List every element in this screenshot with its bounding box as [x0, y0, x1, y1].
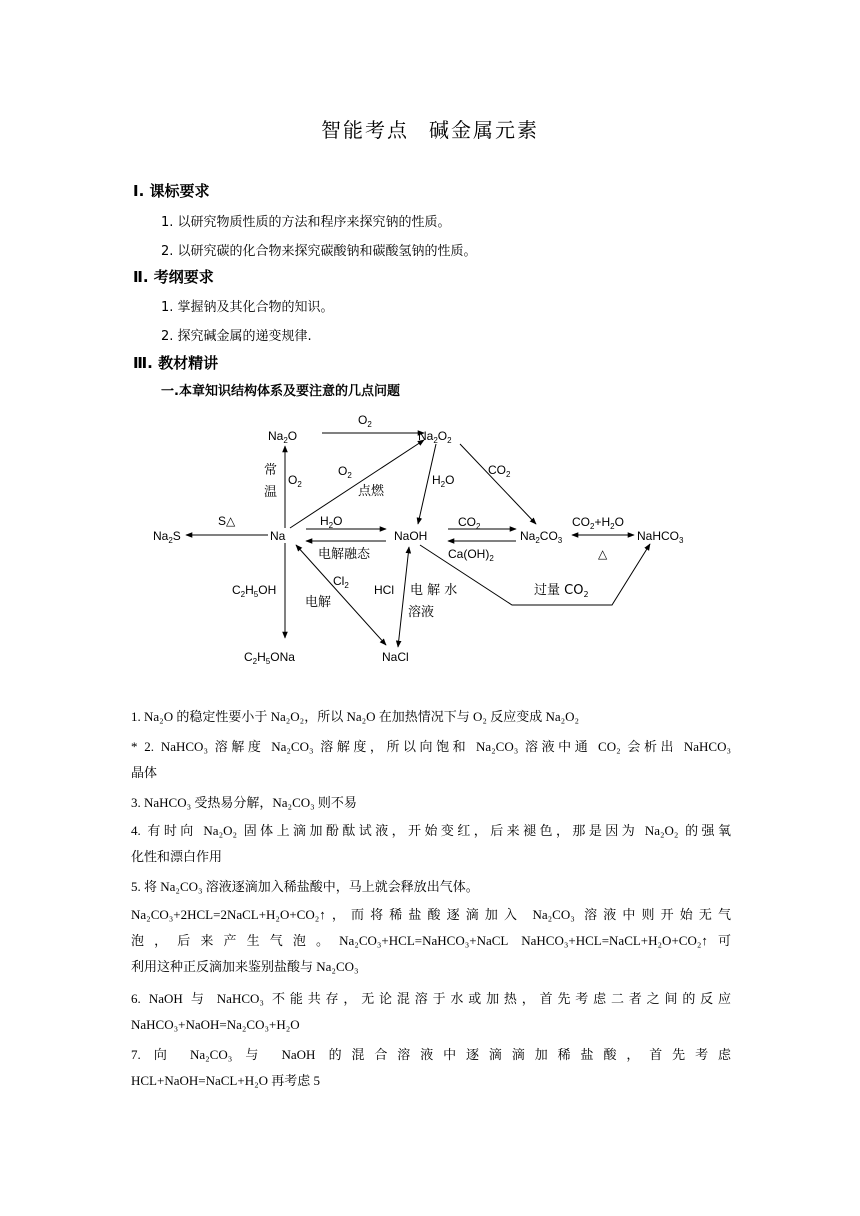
list-item: 1. 以研究物质性质的方法和程序来探究钠的性质。 — [161, 215, 451, 230]
title-part1: 智能考点 — [321, 118, 409, 142]
label-hcl: HCl — [374, 583, 394, 597]
label-o2: $O_2$ — [338, 464, 352, 480]
label-guoliang-co2: 过量 $CO_2$ — [534, 583, 589, 599]
note-paragraph: 4. 有时向 Na₂O₂ 固体上滴加酚酞试液，开始变红，后来褪色，那是因为 Na₂O₂ 的强氧 — [131, 823, 731, 838]
label-h2o: $H_2O$ — [320, 514, 343, 530]
label-rongye: 溶液 — [408, 605, 435, 620]
label-dianjie: 电解 — [305, 595, 332, 610]
label-delta: △ — [598, 547, 608, 561]
note-paragraph: 化性和漂白作用 — [131, 849, 223, 864]
note-paragraph: 晶体 — [131, 765, 158, 780]
label-caoh2: $Ca(OH)_2$ — [448, 547, 494, 563]
node-naoh: NaOH — [394, 529, 428, 543]
label-h2o: $H_2O$ — [432, 473, 455, 489]
label-o2: $O_2$ — [358, 413, 372, 429]
node-c2h5oh: $C_2H_5OH$ — [232, 583, 277, 599]
reaction-diagram — [0, 400, 860, 700]
note-paragraph: 利用这种正反滴加来鉴别盐酸与 Na₂CO₃ — [131, 959, 359, 974]
label-changwen: 温 — [264, 485, 278, 500]
node-c2h5ona: $C_2H_5ONa$ — [244, 650, 295, 666]
node-na2o: $Na_2O$ — [268, 429, 298, 445]
list-item: 2. 探究碱金属的递变规律. — [161, 329, 312, 344]
label-co2: $CO_2$ — [488, 463, 511, 479]
node-na2co3: $Na_2CO_3$ — [520, 529, 563, 545]
label-co2: $CO_2$ — [458, 515, 481, 531]
note-paragraph: HCL+NaOH=NaCL+H₂O 再考虑 5 — [131, 1073, 321, 1088]
note-paragraph: 1. Na₂O 的稳定性要小于 Na₂O₂，所以 Na₂O 在加热情况下与 O₂ 反应变成 Na₂O₂ — [131, 709, 580, 724]
section-heading: Ⅰ. 课标要求 — [133, 182, 210, 200]
label-cl2: $Cl_2$ — [333, 574, 349, 590]
note-paragraph: * 2. NaHCO₃ 溶解度 Na₂CO₃ 溶解度，所以向饱和 Na₂CO₃ 溶液中通 CO₂ 会析出 NaHCO₃ — [131, 739, 731, 754]
node-nahco3: NaHCO$_3$ — [637, 529, 684, 545]
label-dianjie-shui: 电 解 水 — [410, 583, 458, 598]
note-paragraph: Na₂CO₃+2HCL=2NaCL+H₂O+CO₂↑，而将稀盐酸逐滴加入 Na₂CO₃ 溶液中则开始无气 — [131, 907, 731, 922]
section-heading: Ⅱ. 考纲要求 — [133, 268, 214, 286]
node-na: Na — [270, 529, 286, 543]
label-o2: $O_2$ — [288, 473, 302, 489]
note-paragraph: NaHCO₃+NaOH=Na₂CO₃+H₂O — [131, 1017, 300, 1032]
note-paragraph: 5. 将 Na₂CO₃ 溶液逐滴加入稀盐酸中，马上就会释放出气体。 — [131, 879, 479, 894]
note-paragraph: 6. NaOH 与 NaHCO₃ 不能共存，无论混溶于水或加热，首先考虑二者之间的反应 — [131, 991, 731, 1006]
label-changwen: 常 — [264, 463, 278, 478]
label-s-delta: S△ — [218, 514, 236, 528]
label-dianjie-rongtai: 电解融态 — [318, 547, 371, 562]
note-paragraph: 泡，后来产生气泡。Na₂CO₃+HCL=NaHCO₃+NaCL NaHCO₃+HCL=NaCL+H₂O+CO₂↑可 — [131, 933, 731, 948]
section-heading: Ⅲ. 教材精讲 — [133, 354, 219, 372]
note-paragraph: 3. NaHCO₃ 受热易分解，Na₂CO₃ 则不易 — [131, 795, 357, 810]
list-item: 2. 以研究碳的化合物来探究碳酸钠和碳酸氢钠的性质。 — [161, 244, 477, 259]
subheading: 一.本章知识结构体系及要注意的几点问题 — [161, 384, 400, 399]
list-item: 1. 掌握钠及其化合物的知识。 — [161, 300, 334, 315]
page-title — [0, 114, 860, 143]
node-na2o2: $Na_2O_2$ — [418, 429, 452, 445]
label-dianran: 点燃 — [358, 484, 385, 499]
note-paragraph: 7. 向 Na₂CO₃ 与 NaOH 的混合溶液中逐滴滴加稀盐酸，首先考虑 — [131, 1047, 731, 1062]
node-na2s: $Na_2S$ — [153, 529, 181, 545]
node-nacl: NaCl — [382, 650, 409, 664]
label-co2-h2o: $CO_2+H_2O$ — [572, 515, 624, 531]
title-part2: 碱金属元素 — [429, 118, 539, 142]
